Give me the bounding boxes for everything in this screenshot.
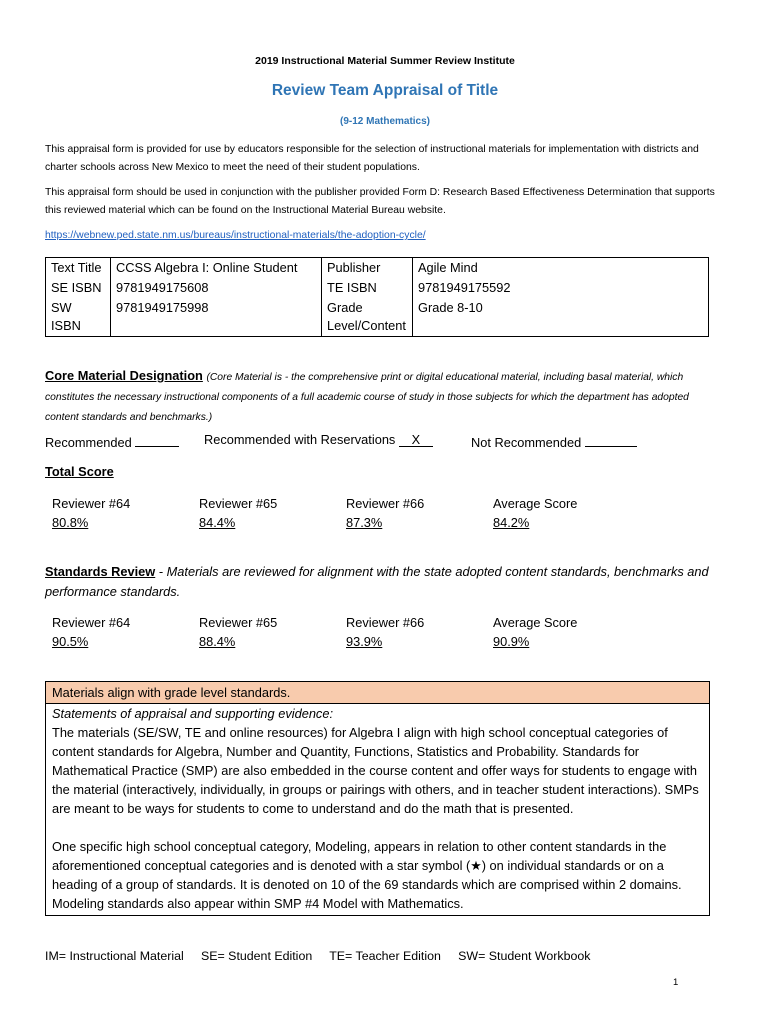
standards-review-title: Standards Review [45, 564, 156, 579]
intro-paragraph-2: This appraisal form should be used in conjunction with the publisher provided Form D: Research Based Effectiveness Determination that supports this reviewed material which can be found on the Instructional Material Bureau website. [45, 187, 715, 216]
page-subtitle: (9-12 Mathematics) [339, 116, 431, 127]
score-label: Average Score [493, 496, 578, 511]
score-value: 90.5% [52, 634, 89, 649]
score-value: 88.4% [199, 634, 236, 649]
score-label: Reviewer #64 [52, 615, 131, 630]
evidence-heading: Materials align with grade level standards. [46, 682, 709, 704]
standards-score-reviewer-65 [199, 613, 277, 651]
page-title: Review Team Appraisal of Title [271, 82, 499, 99]
right-labels-cell [322, 258, 413, 337]
score-value: 90.9% [493, 634, 530, 649]
standards-score-reviewer-64 [52, 613, 130, 651]
adoption-cycle-link[interactable]: https://webnew.ped.state.nm.us/bureaus/instructional-materials/the-adoption-cycle/ [45, 230, 426, 241]
reservations-option [204, 432, 433, 447]
score-label: Reviewer #65 [199, 496, 278, 511]
left-labels-cell [46, 258, 111, 337]
publisher-label: Publisher [327, 260, 381, 275]
right-values-cell [413, 258, 709, 337]
te-isbn-label: TE ISBN [327, 280, 377, 295]
score-value: 93.9% [346, 634, 383, 649]
total-score-reviewer-66 [346, 494, 424, 532]
text-title-label: Text Title [51, 260, 102, 275]
abbreviation-legend: IM= Instructional Material SE= Student Edition TE= Teacher Edition SW= Student Workbook [45, 949, 591, 963]
evidence-lead: Statements of appraisal and supporting evidence: [52, 706, 334, 721]
grade-level-value: Grade 8-10 [418, 300, 483, 315]
se-isbn-label: SE ISBN [51, 280, 102, 295]
core-material-section [45, 367, 725, 427]
page-number: 1 [673, 977, 679, 988]
intro-paragraph-1: This appraisal form is provided for use by educators responsible for the selection of instructional materials for implementation with districts and charter schools across New Mexico to meet the need of their student populations. [45, 144, 699, 173]
not-recommended-label: Not Recommended [471, 435, 582, 450]
score-label: Average Score [493, 615, 578, 630]
publisher-value: Agile Mind [418, 260, 478, 275]
not-recommended-option [471, 432, 637, 450]
reservations-mark: X [399, 432, 433, 447]
score-label: Reviewer #66 [346, 496, 425, 511]
title-info-table [45, 257, 709, 337]
total-score-average [493, 494, 577, 532]
te-isbn-value: 9781949175592 [418, 280, 511, 295]
evidence-paragraph-2: One specific high school conceptual category, Modeling, appears in relation to other content standards in the aforementioned conceptual categories and is denoted with a star symbol (★) on individual standards or on a heading of a group of standards. It is denoted on 10 of the 69 standards which are comprised within 2 domains. Modeling standards also appear within SMP #4 Model with Mathematics. [52, 839, 682, 911]
score-label: Reviewer #66 [346, 615, 425, 630]
core-material-description: (Core Material is - the comprehensive print or digital educational material, including basal material, which constitutes the necessary instructional components of a full academic course of study in those subjects for which the department has adopted content standards and benchmarks.) [45, 372, 689, 423]
sw-isbn-label: SW ISBN [51, 300, 81, 333]
total-score-title: Total Score [45, 464, 114, 479]
standards-review-description: - Materials are reviewed for alignment with the state adopted content standards, benchmarks and performance standards. [45, 564, 709, 599]
score-value: 80.8% [52, 515, 89, 530]
se-isbn-value: 9781949175608 [116, 280, 209, 295]
evidence-body [46, 704, 709, 915]
recommended-option [45, 432, 179, 450]
reservations-label: Recommended with Reservations [204, 432, 396, 447]
recommended-label: Recommended [45, 435, 132, 450]
not-recommended-mark [585, 432, 637, 447]
score-value: 84.2% [493, 515, 530, 530]
standards-score-average [493, 613, 577, 651]
standards-review-section [45, 562, 725, 602]
left-values-cell [111, 258, 322, 337]
total-score-reviewer-65 [199, 494, 277, 532]
recommended-mark [135, 432, 179, 447]
score-label: Reviewer #64 [52, 496, 131, 511]
text-title-value: CCSS Algebra I: Online Student [116, 260, 298, 275]
sw-isbn-value: 9781949175998 [116, 300, 209, 315]
core-material-title: Core Material Designation [45, 368, 203, 383]
total-score-reviewer-64 [52, 494, 130, 532]
grade-level-label: Grade Level/Content [327, 300, 406, 333]
table-row [46, 258, 709, 337]
evidence-box [45, 681, 710, 916]
score-value: 84.4% [199, 515, 236, 530]
evidence-paragraph-1: The materials (SE/SW, TE and online resources) for Algebra I align with high school conceptual categories of content standards for Algebra, Number and Quantity, Functions, Statistics and Probability. Standards for Mathematical Practice (SMP) are also embedded in the course content and offer ways for students to engage with the material (interactively, individually, in groups or pairings with others, and in teacher student interactions). SMPs are meant to be ways for students to come to understand and do the math that is presented. [52, 725, 699, 816]
page-header: 2019 Instructional Material Summer Review Institute [255, 55, 515, 67]
score-value: 87.3% [346, 515, 383, 530]
standards-score-reviewer-66 [346, 613, 424, 651]
score-label: Reviewer #65 [199, 615, 278, 630]
